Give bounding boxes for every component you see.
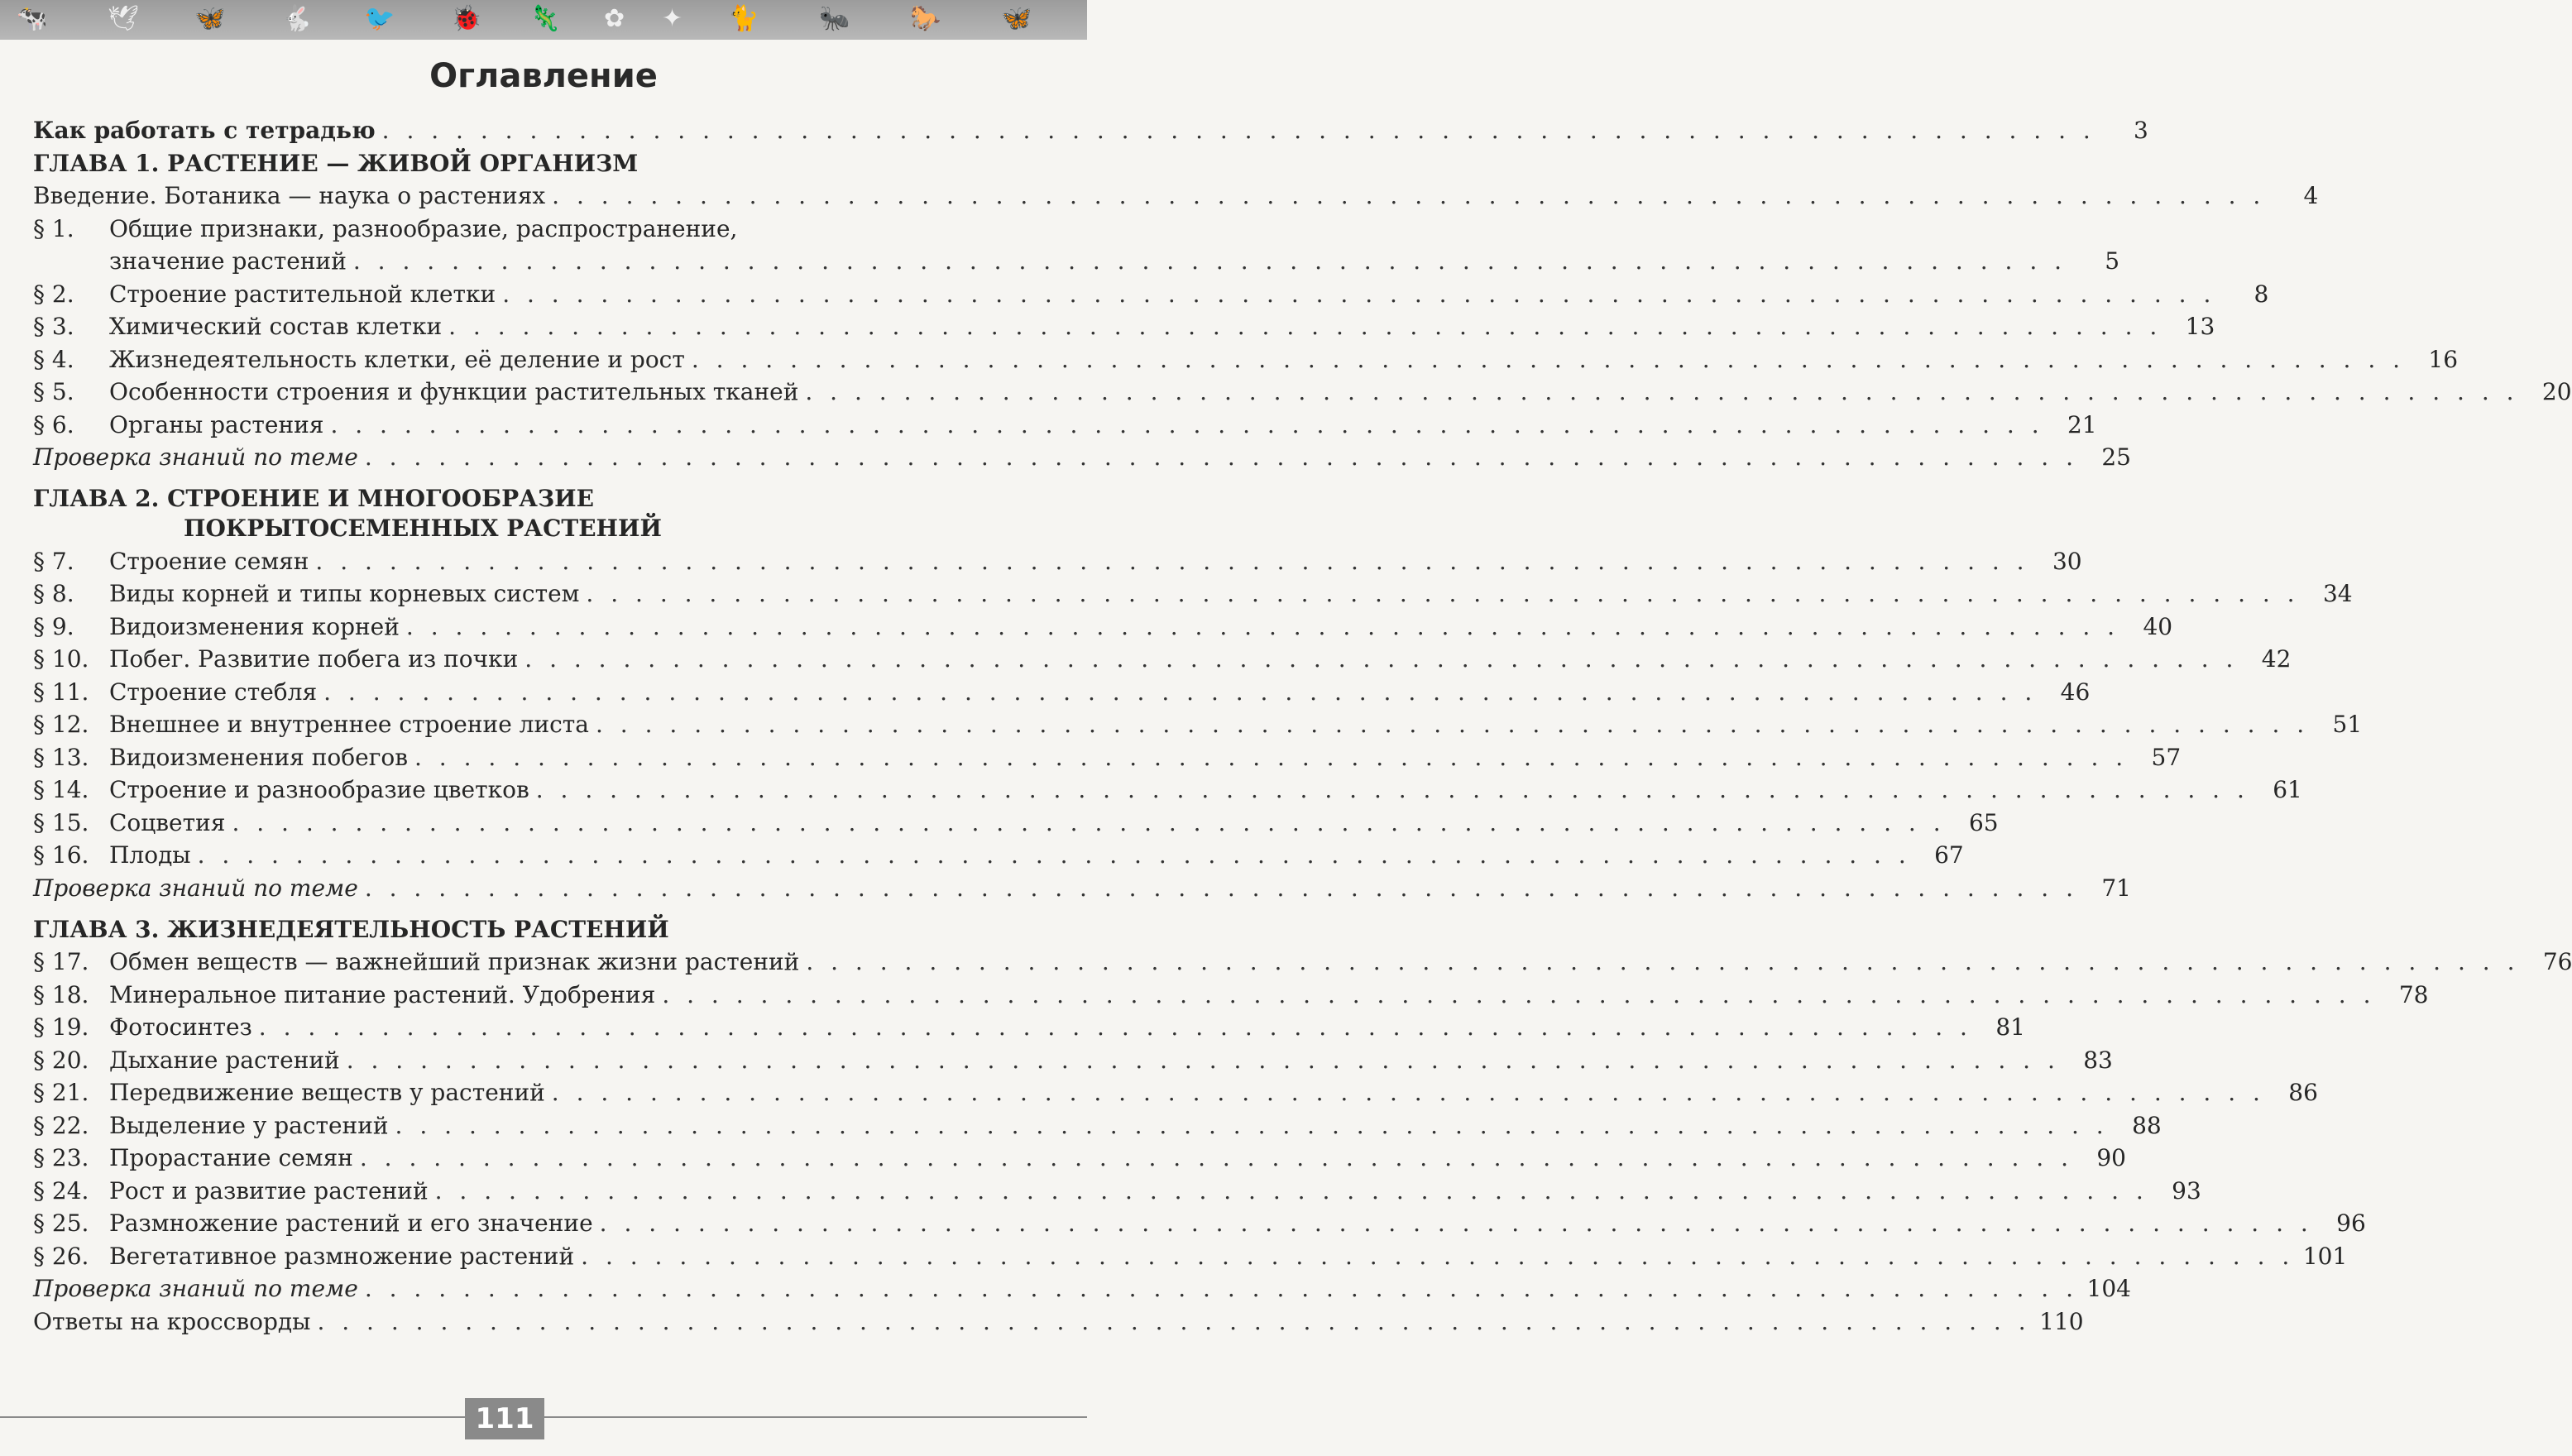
toc-entry-page: 5 xyxy=(2105,247,2120,275)
toc-entry-text: Химический состав клетки xyxy=(109,312,448,342)
toc-entry-page: 110 xyxy=(2039,1307,2084,1335)
dot-leader: . . . . . . . . . . . . . . . . . . . . . . . . . . . . . . . . . . . . . . . . . . . . . . . . . . . . . . . . . . . . . . . . . . . . . . xyxy=(551,1079,2265,1106)
toc-entry-page: 20 xyxy=(2541,378,2572,405)
toc-entry-page: 40 xyxy=(2143,612,2173,640)
toc-entry-text: Введение. Ботаника — наука о растениях xyxy=(33,181,552,211)
section-number: § 26. xyxy=(33,1242,89,1270)
toc-entry-section-14[interactable] xyxy=(33,773,2302,806)
dot-leader: . . . . . . . . . . . . . . . . . . . . . . . . . . . . . . . . . . . . . . . . . . . . . . . . . . . . . . . . . . . . . . . . . . . . . . xyxy=(359,1144,2073,1171)
dot-leader: . . . . . . . . . . . . . . . . . . . . . . . . . . . . . . . . . . . . . . . . . . . . . . . . . . . . . . . . . . . . . . . . . . . . . . xyxy=(364,1275,2078,1302)
section-number: § 7. xyxy=(33,547,74,575)
toc-entry-text: Рост и развитие растений xyxy=(109,1176,435,1206)
dot-leader: . . . . . . . . . . . . . . . . . . . . . . . . . . . . . . . . . . . . . . . . . . . . . . . . . . . . . . . . . . . . . . . . . . . . . . xyxy=(552,182,2266,209)
toc-entry-intro[interactable] xyxy=(33,113,2148,146)
dot-leader: . . . . . . . . . . . . . . . . . . . . . . . . . . . . . . . . . . . . . . . . . . . . . . . . . . . . . . . . . . . . . . . . . . . . . . xyxy=(535,776,2249,803)
toc-entry-text: Фотосинтез xyxy=(109,1013,259,1042)
toc-entry-section-7[interactable] xyxy=(33,544,2082,577)
butterfly-icon: 🦋 xyxy=(194,4,226,33)
toc-entry-section-26[interactable] xyxy=(33,1238,2348,1272)
toc-entry-text: Видоизменения корней xyxy=(109,612,406,642)
toc-entry-section-1[interactable] xyxy=(33,211,2120,276)
dot-leader: . . . . . . . . . . . . . . . . . . . . . . . . . . . . . . . . . . . . . . . . . . . . . . . . . . . . . . . . . . . . . . . . . . . . . . xyxy=(448,313,2162,340)
toc-entry-text: Выделение у растений xyxy=(109,1111,395,1141)
toc-entry-section-11[interactable] xyxy=(33,674,2091,707)
section-number: § 3. xyxy=(33,313,74,340)
toc-entry-section-24[interactable] xyxy=(33,1173,2201,1206)
section-number: § 17. xyxy=(33,948,89,975)
section-number: § 9. xyxy=(33,612,74,640)
dot-leader: . . . . . . . . . . . . . . . . . . . . . . . . . . . . . . . . . . . . . . . . . . . . . . . . . . . . . . . . . . . . . . . . . . . . . . xyxy=(581,1242,2295,1270)
dot-leader: . . . . . . . . . . . . . . . . . . . . . . . . . . . . . . . . . . . . . . . . . . . . . . . . . . . . . . . . . . . . . . . . . . . . . . xyxy=(599,1209,2313,1237)
toc-entry-page: 13 xyxy=(2185,313,2215,340)
toc-entry-text: Соцветия xyxy=(109,808,232,838)
dot-leader: . . . . . . . . . . . . . . . . . . . . . . . . . . . . . . . . . . . . . . . . . . . . . . . . . . . . . . . . . . . . . . . . . . . . . . xyxy=(346,1046,2060,1074)
toc-entry-knowledge-check-1[interactable] xyxy=(33,440,2131,473)
section-number: § 14. xyxy=(33,776,89,803)
toc-entry-section-6[interactable] xyxy=(33,407,2097,440)
ant-icon: 🐜 xyxy=(819,4,850,33)
decorative-top-band xyxy=(0,0,1087,40)
page-number: 111 xyxy=(465,1398,544,1439)
toc-entry-page: 16 xyxy=(2428,345,2459,373)
dot-leader: . . . . . . . . . . . . . . . . . . . . . . . . . . . . . . . . . . . . . . . . . . . . . . . . . . . . . . . . . . . . . . . . . . . . . . xyxy=(395,1111,2109,1139)
section-number: § 18. xyxy=(33,980,89,1008)
section-number: § 16. xyxy=(33,841,89,869)
toc-entry-page: 8 xyxy=(2253,280,2269,308)
toc-entry-text: Ответы на кроссворды xyxy=(33,1307,317,1337)
dot-leader: . . . . . . . . . . . . . . . . . . . . . . . . . . . . . . . . . . . . . . . . . . . . . . . . . . . . . . . . . . . . . . . . . . . . . . xyxy=(662,980,2376,1008)
toc-entry-page: 96 xyxy=(2336,1209,2366,1237)
toc-entry-page: 25 xyxy=(2101,443,2131,471)
toc-entry-page: 42 xyxy=(2261,645,2292,673)
toc-entry-text: Видоизменения побегов xyxy=(109,743,414,773)
chapter-3-heading[interactable]: ГЛАВА 3. ЖИЗНЕДЕЯТЕЛЬНОСТЬ РАСТЕНИЙ xyxy=(33,915,669,943)
dot-leader: . . . . . . . . . . . . . . . . . . . . . . . . . . . . . . . . . . . . . . . . . . . . . . . . . . . . . . . . . . . . . . . . . . . . . . xyxy=(364,443,2078,471)
mammal-icon: 🐈 xyxy=(728,4,759,33)
toc-entry-section-25[interactable] xyxy=(33,1206,2366,1239)
toc-entry-page: 76 xyxy=(2542,948,2572,975)
toc-entry-text: Побег. Развитие побега из почки xyxy=(109,644,524,674)
toc-entry-text: Передвижение веществ у растений xyxy=(109,1078,552,1108)
toc-entry-section-2[interactable] xyxy=(33,276,2269,309)
section-number: § 8. xyxy=(33,580,74,607)
toc-entry-text-continued: значение растений xyxy=(109,247,353,276)
toc-entry-section-13[interactable] xyxy=(33,740,2182,773)
dot-leader: . . . . . . . . . . . . . . . . . . . . . . . . . . . . . . . . . . . . . . . . . . . . . . . . . . . . . . . . . . . . . . . . . . . . . . xyxy=(414,743,2129,771)
ladybug-icon: 🐞 xyxy=(451,4,482,33)
toc-entry-text: Органы растения xyxy=(109,410,330,440)
toc-entry-page: 88 xyxy=(2132,1111,2162,1139)
toc-entry-text: Виды корней и типы корневых систем xyxy=(109,579,586,609)
chapter-2-heading[interactable] xyxy=(33,481,993,544)
toc-entry-knowledge-check-2[interactable] xyxy=(33,870,2131,903)
section-number: § 4. xyxy=(33,345,74,373)
butterfly-icon: 🦋 xyxy=(1001,4,1032,33)
toc-entry-page: 81 xyxy=(1995,1013,2025,1041)
page-title: Оглавление xyxy=(429,57,658,95)
toc-entry-knowledge-check-3[interactable] xyxy=(33,1272,2131,1305)
toc-entry-introduction[interactable] xyxy=(33,179,2319,212)
toc-entry-text: Как работать с тетрадью xyxy=(33,116,382,146)
dot-leader: . . . . . . . . . . . . . . . . . . . . . . . . . . . . . . . . . . . . . . . . . . . . . . . . . . . . . . . . . . . . . . . . . . . . . . xyxy=(434,1176,2148,1205)
toc-entry-text: Внешнее и внутреннее строение листа xyxy=(109,710,596,740)
dot-leader: . . . . . . . . . . . . . . . . . . . . . . . . . . . . . . . . . . . . . . . . . . . . . . . . . . . . . . . . . . . . . . . . . . . . . . xyxy=(405,612,2120,640)
table-of-contents xyxy=(33,113,2572,1337)
toc-entry-section-16[interactable] xyxy=(33,838,1964,871)
toc-entry-page: 65 xyxy=(1968,808,1999,836)
flower-icon: ✿ xyxy=(604,4,625,33)
dot-leader: . . . . . . . . . . . . . . . . . . . . . . . . . . . . . . . . . . . . . . . . . . . . . . . . . . . . . . . . . . . . . . . . . . . . . . xyxy=(805,378,2519,405)
toc-entry-page: 61 xyxy=(2273,776,2302,803)
bird-icon: 🐦 xyxy=(364,4,395,33)
toc-entry-page: 51 xyxy=(2332,711,2363,738)
toc-entry-text: Вегетативное размножение растений xyxy=(109,1242,581,1272)
toc-entry-section-23[interactable] xyxy=(33,1141,2126,1174)
dot-leader: . . . . . . . . . . . . . . . . . . . . . . . . . . . . . . . . . . . . . . . . . . . . . . . . . . . . . . . . . . . . . . . . . . . . . . xyxy=(502,280,2216,308)
toc-entry-page: 30 xyxy=(2052,547,2082,575)
toc-entry-page: 86 xyxy=(2288,1079,2318,1106)
dot-leader: . . . . . . . . . . . . . . . . . . . . . . . . . . . . . . . . . . . . . . . . . . . . . . . . . . . . . . . . . . . . . . . . . . . . . . xyxy=(197,841,1911,869)
dot-leader: . . . . . . . . . . . . . . . . . . . . . . . . . . . . . . . . . . . . . . . . . . . . . . . . . . . . . . . . . . . . . . . . . . . . . . xyxy=(806,948,2520,975)
chapter-2-title-line-1: ГЛАВА 2. СТРОЕНИЕ И МНОГООБРАЗИЕ xyxy=(33,485,594,512)
toc-entry-section-9[interactable] xyxy=(33,609,2173,642)
toc-entry-section-17[interactable] xyxy=(33,945,2572,978)
toc-entry-text: Плоды xyxy=(109,841,198,870)
dot-leader: . . . . . . . . . . . . . . . . . . . . . . . . . . . . . . . . . . . . . . . . . . . . . . . . . . . . . . . . . . . . . . . . . . . . . . xyxy=(352,247,2067,275)
toc-entry-section-19[interactable] xyxy=(33,1010,2025,1043)
dot-leader: . . . . . . . . . . . . . . . . . . . . . . . . . . . . . . . . . . . . . . . . . . . . . . . . . . . . . . . . . . . . . . . . . . . . . . xyxy=(330,410,2044,438)
section-number: § 15. xyxy=(33,808,89,836)
toc-entry-page: 93 xyxy=(2172,1176,2201,1205)
section-number: § 6. xyxy=(33,410,74,438)
toc-entry-section-22[interactable] xyxy=(33,1108,2162,1141)
toc-entry-text: Строение и разнообразие цветков xyxy=(109,775,536,805)
toc-entry-section-10[interactable] xyxy=(33,642,2292,675)
section-number: § 24. xyxy=(33,1176,89,1205)
toc-entry-text: Проверка знаний по теме xyxy=(33,874,365,903)
chapter-1-heading[interactable]: ГЛАВА 1. РАСТЕНИЕ — ЖИВОЙ ОРГАНИЗМ xyxy=(33,149,639,177)
toc-entry-page: 104 xyxy=(2086,1275,2131,1302)
toc-entry-page: 34 xyxy=(2322,580,2353,607)
toc-entry-text: Особенности строения и функции растительных тканей xyxy=(109,377,805,407)
toc-entry-page: 21 xyxy=(2067,410,2097,438)
dot-leader: . . . . . . . . . . . . . . . . . . . . . . . . . . . . . . . . . . . . . . . . . . . . . . . . . . . . . . . . . . . . . . . . . . . . . . xyxy=(258,1013,1972,1041)
toc-entry-text: Жизнедеятельность клетки, её деление и рост xyxy=(109,345,692,375)
toc-entry-text: Проверка знаний по теме xyxy=(33,443,365,472)
toc-entry-section-20[interactable] xyxy=(33,1042,2113,1075)
dot-leader: . . . . . . . . . . . . . . . . . . . . . . . . . . . . . . . . . . . . . . . . . . . . . . . . . . . . . . . . . . . . . . . . . . . . . . xyxy=(364,874,2078,902)
toc-entry-text: Минеральное питание растений. Удобрения xyxy=(109,980,662,1010)
dot-leader: . . . . . . . . . . . . . . . . . . . . . . . . . . . . . . . . . . . . . . . . . . . . . . . . . . . . . . . . . . . . . . . . . . . . . . xyxy=(596,711,2310,738)
section-number: § 23. xyxy=(33,1144,89,1171)
toc-entry-text: Проверка знаний по теме xyxy=(33,1274,365,1304)
section-number: § 19. xyxy=(33,1013,89,1041)
bird-icon: 🕊 xyxy=(108,4,140,33)
toc-entry-page: 57 xyxy=(2151,743,2182,771)
horse-icon: 🐎 xyxy=(910,4,941,33)
toc-entry-section-4[interactable] xyxy=(33,342,2459,375)
chapter-2-title-line-2: ПОКРЫТОСЕМЕННЫХ РАСТЕНИЙ xyxy=(184,515,662,542)
section-number: § 13. xyxy=(33,743,89,771)
section-number: § 10. xyxy=(33,645,89,673)
dot-leader: . . . . . . . . . . . . . . . . . . . . . . . . . . . . . . . . . . . . . . . . . . . . . . . . . . . . . . . . . . . . . . . . . . . . . . xyxy=(586,580,2300,607)
toc-entry-page: 83 xyxy=(2083,1046,2113,1074)
section-number: § 25. xyxy=(33,1209,89,1237)
toc-entry-page: 90 xyxy=(2096,1144,2126,1171)
toc-entry-section-12[interactable] xyxy=(33,707,2363,740)
dot-leader: . . . . . . . . . . . . . . . . . . . . . . . . . . . . . . . . . . . . . . . . . . . . . . . . . . . . . . . . . . . . . . . . . . . . . . xyxy=(232,808,1946,836)
toc-entry-page: 78 xyxy=(2398,980,2429,1008)
toc-entry-page: 46 xyxy=(2060,678,2091,706)
toc-entry-section-21[interactable] xyxy=(33,1075,2318,1109)
lizard-icon: 🦎 xyxy=(529,4,561,33)
toc-entry-text: Обмен веществ — важнейший признак жизни растений xyxy=(109,947,806,977)
toc-entry-text: Общие признаки, разнообразие, распространение, xyxy=(109,214,744,244)
section-number: § 2. xyxy=(33,280,74,308)
toc-entry-page: 67 xyxy=(1934,841,1964,869)
dot-leader: . . . . . . . . . . . . . . . . . . . . . . . . . . . . . . . . . . . . . . . . . . . . . . . . . . . . . . . . . . . . . . . . . . . . . . xyxy=(381,116,2095,144)
mammal-icon: 🐇 xyxy=(281,4,313,33)
toc-entry-section-5[interactable] xyxy=(33,375,2572,408)
dot-leader: . . . . . . . . . . . . . . . . . . . . . . . . . . . . . . . . . . . . . . . . . . . . . . . . . . . . . . . . . . . . . . . . . . . . . . xyxy=(691,345,2406,373)
toc-entry-text: Строение стебля xyxy=(109,678,323,707)
toc-entry-text: Строение семян xyxy=(109,547,315,577)
dot-leader: . . . . . . . . . . . . . . . . . . . . . . . . . . . . . . . . . . . . . . . . . . . . . . . . . . . . . . . . . . . . . . . . . . . . . . xyxy=(317,1307,2031,1335)
section-number: § 20. xyxy=(33,1046,89,1074)
toc-entry-section-3[interactable] xyxy=(33,309,2215,342)
section-number: § 12. xyxy=(33,711,89,738)
toc-entry-text: Дыхание растений xyxy=(109,1046,347,1075)
dragonfly-icon: ✦ xyxy=(662,4,683,33)
toc-entry-crossword-answers[interactable] xyxy=(33,1304,2084,1337)
toc-entry-section-15[interactable] xyxy=(33,805,1999,838)
toc-entry-section-18[interactable] xyxy=(33,977,2429,1010)
toc-entry-text: Строение растительной клетки xyxy=(109,280,502,309)
section-number: § 1. xyxy=(33,214,74,242)
toc-entry-text: Размножение растений и его значение xyxy=(109,1209,600,1238)
dot-leader: . . . . . . . . . . . . . . . . . . . . . . . . . . . . . . . . . . . . . . . . . . . . . . . . . . . . . . . . . . . . . . . . . . . . . . xyxy=(323,678,2038,706)
dot-leader: . . . . . . . . . . . . . . . . . . . . . . . . . . . . . . . . . . . . . . . . . . . . . . . . . . . . . . . . . . . . . . . . . . . . . . xyxy=(524,645,2239,673)
section-number: § 5. xyxy=(33,378,74,405)
toc-entry-text: Прорастание семян xyxy=(109,1143,360,1173)
section-number: § 21. xyxy=(33,1079,89,1106)
section-number: § 11. xyxy=(33,678,89,706)
toc-entry-page: 71 xyxy=(2101,874,2131,902)
toc-entry-section-8[interactable] xyxy=(33,577,2353,610)
dot-leader: . . . . . . . . . . . . . . . . . . . . . . . . . . . . . . . . . . . . . . . . . . . . . . . . . . . . . . . . . . . . . . . . . . . . . . xyxy=(315,547,2029,575)
toc-entry-page: 4 xyxy=(2303,182,2319,209)
cow-icon: 🐄 xyxy=(17,4,48,33)
toc-entry-page: 3 xyxy=(2133,116,2148,144)
section-number: § 22. xyxy=(33,1111,89,1139)
toc-entry-page: 101 xyxy=(2302,1242,2348,1270)
